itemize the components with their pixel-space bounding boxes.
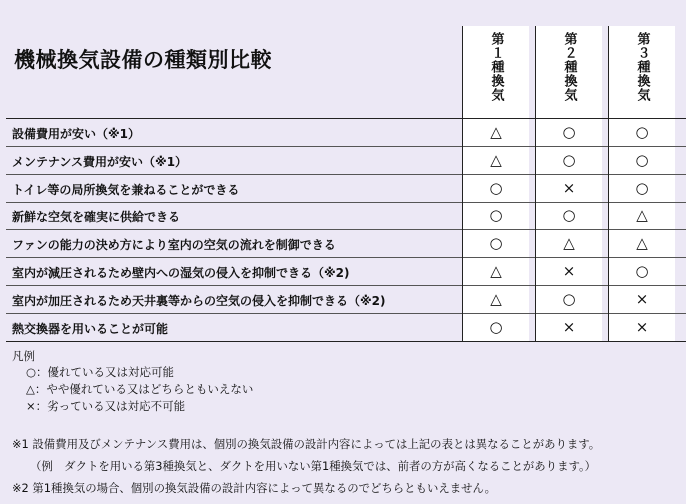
row-divider [6, 174, 686, 175]
column-header-label: 第２種換気 [561, 32, 577, 102]
row-label: 新鮮な空気を確実に供給できる [12, 210, 181, 224]
rating-mark: × [635, 318, 649, 336]
column-header-type3 [609, 26, 675, 118]
footnote: （例 ダクトを用いる第3種換気と、ダクトを用いない第1種換気では、前者の方が高くなることがあります。） [30, 459, 597, 473]
row-label: 設備費用が安い（※1） [12, 127, 141, 141]
rating-mark: × [562, 262, 576, 280]
rating-mark: × [635, 290, 649, 308]
rating-mark: △ [636, 234, 648, 252]
row-label: 室内が加圧されるため天井裏等からの空気の侵入を抑制できる（※2) [12, 294, 386, 308]
legend-item: ×：劣っている又は対応不可能 [26, 399, 186, 413]
row-divider [6, 229, 686, 230]
rating-mark: × [562, 179, 576, 197]
row-divider [6, 257, 686, 258]
rating-mark: ○ [562, 151, 576, 169]
legend-title: 凡例 [12, 349, 35, 363]
row-divider [6, 285, 686, 286]
row-label: ファンの能力の決め方により室内の空気の流れを制御できる [12, 238, 336, 252]
column-header-type2 [536, 26, 602, 118]
rating-mark: ○ [635, 262, 649, 280]
rating-mark: ○ [635, 123, 649, 141]
row-divider [6, 313, 686, 314]
rating-mark: △ [636, 206, 648, 224]
rating-mark: △ [490, 262, 502, 280]
column-header-label: 第１種換気 [488, 32, 504, 102]
row-label: トイレ等の局所換気を兼ねることができる [12, 183, 240, 197]
row-label: 熱交換器を用いることが可能 [12, 322, 169, 336]
rating-mark: ○ [635, 179, 649, 197]
row-label: 室内が減圧されるため壁内への湿気の侵入を抑制できる（※2) [12, 266, 350, 280]
rating-mark: ○ [562, 290, 576, 308]
rating-mark: △ [490, 290, 502, 308]
rating-mark: ○ [562, 123, 576, 141]
rating-mark: ○ [635, 151, 649, 169]
rating-mark: ○ [489, 206, 503, 224]
rating-mark: ○ [489, 318, 503, 336]
page-title: 機械換気設備の種類別比較 [14, 48, 272, 72]
table-bottom-rule [6, 341, 686, 342]
rating-mark: ○ [489, 179, 503, 197]
rating-mark: ○ [489, 234, 503, 252]
footnote: ※2 第1種換気の場合、個別の換気設備の設計内容によって異なるのでどちらともいえません。 [12, 481, 496, 495]
footnote: ※1 設備費用及びメンテナンス費用は、個別の換気設備の設計内容によっては上記の表とは異なることがあります。 [12, 437, 601, 451]
column-header-label: 第３種換気 [634, 32, 650, 102]
row-label: メンテナンス費用が安い（※1） [12, 155, 188, 169]
legend-item: △：やや優れている又はどちらともいえない [26, 382, 254, 396]
table-top-rule [6, 118, 686, 119]
rating-mark: △ [490, 123, 502, 141]
rating-mark: × [562, 318, 576, 336]
column-header-type1 [463, 26, 529, 118]
row-divider [6, 146, 686, 147]
rating-mark: △ [490, 151, 502, 169]
rating-mark: △ [563, 234, 575, 252]
rating-mark: ○ [562, 206, 576, 224]
legend-item: ○：優れている又は対応可能 [26, 365, 175, 379]
row-divider [6, 202, 686, 203]
